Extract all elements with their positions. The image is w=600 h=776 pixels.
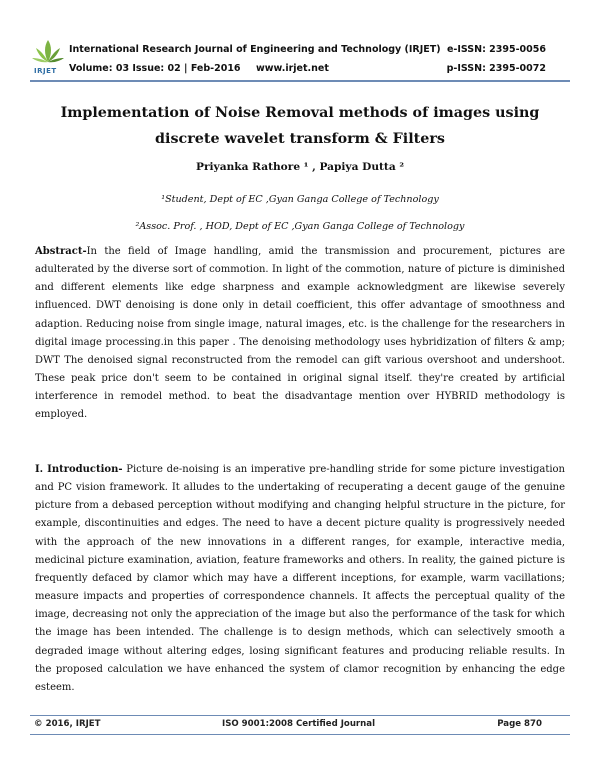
introduction-label: I. Introduction- xyxy=(35,464,123,475)
paper-authors: Priyanka Rathore ¹ , Papiya Dutta ² xyxy=(195,161,405,173)
paper-title: Implementation of Noise Removal methods of images using discrete wavelet transform & Filters xyxy=(60,105,540,147)
footer-page-number: Page 870 xyxy=(497,719,542,729)
introduction-text: Picture de-noising is an imperative pre-handling stride for some picture investigation and PC vision framework. It alludes to the undertaking of recuperating a decent gauge of the genuine picture from a debased perception without modifying and changing helpful structure in the picture, for example, discontinuities and edges. The need to have a decent picture quality is progressively needed with the approach of the new innovations in a different ranges, for example, interactive media, medicinal picture examination, aviation, feature frameworks and others. In reality, the gained picture is frequently defaced by clamor which may have a different inceptions, for example, warm vacillations; measure impacts and properties of correspondence channels. It affects the perceptual quality of the image, decreasing not only the appreciation of the image but also the performance of the task for which the image has been intended. The challenge is to design methods, which can selectively smooth a degraded image without altering edges, losing significant features and producing reliable results. In the proposed calculation we have enhanced the system of clamor recognition by enhancing the edge esteem. xyxy=(35,464,566,693)
volume-issue: Volume: 03 Issue: 02 | Feb-2016 xyxy=(69,63,241,74)
footer-divider xyxy=(30,715,570,716)
p-issn: p-ISSN: 2395-0072 xyxy=(446,63,546,74)
affiliation-2: ²Assoc. Prof. , HOD, Dept of EC ,Gyan Ganga College of Technology xyxy=(135,221,465,232)
footer-bottom-divider xyxy=(30,734,570,735)
abstract-label: Abstract- xyxy=(35,246,87,257)
footer-iso: ISO 9001:2008 Certified Journal xyxy=(222,719,376,729)
logo-text: IRJET xyxy=(34,67,57,75)
journal-name: International Research Journal of Engineering and Technology (IRJET) xyxy=(69,44,441,55)
abstract-paragraph xyxy=(35,243,565,425)
header-divider xyxy=(30,80,570,82)
abstract-text: In the field of Image handling, amid the transmission and procurement, pictures are adulterated by the diverse sort of commotion. In light of the commotion, nature of picture is diminished and different elements like edge sharpness and example acknowledgment are likewise severely influenced. DWT denoising is done only in detail coefficient, this offer advantage of smoothness and adaption. Reducing noise from single image, natural images, etc. is the challenge for the researchers in digital image processing.in this paper . The denoising methodology uses hybridization of filters & amp; DWT The denoised signal reconstructed from the remodel can gift various overshoot and undershoot. These peak price don't seem to be contained in original signal itself. they're created by artificial interference in remodel method. to beat the disadvantage mention over HYBRID methodology is employed. xyxy=(35,246,565,421)
page-header xyxy=(0,0,600,84)
footer-copyright: © 2016, IRJET xyxy=(34,719,101,729)
introduction-paragraph xyxy=(35,461,565,697)
journal-website: www.irjet.net xyxy=(256,63,329,74)
affiliation-1: ¹Student, Dept of EC ,Gyan Ganga College of Technology xyxy=(161,194,439,205)
e-issn: e-ISSN: 2395-0056 xyxy=(446,44,546,55)
